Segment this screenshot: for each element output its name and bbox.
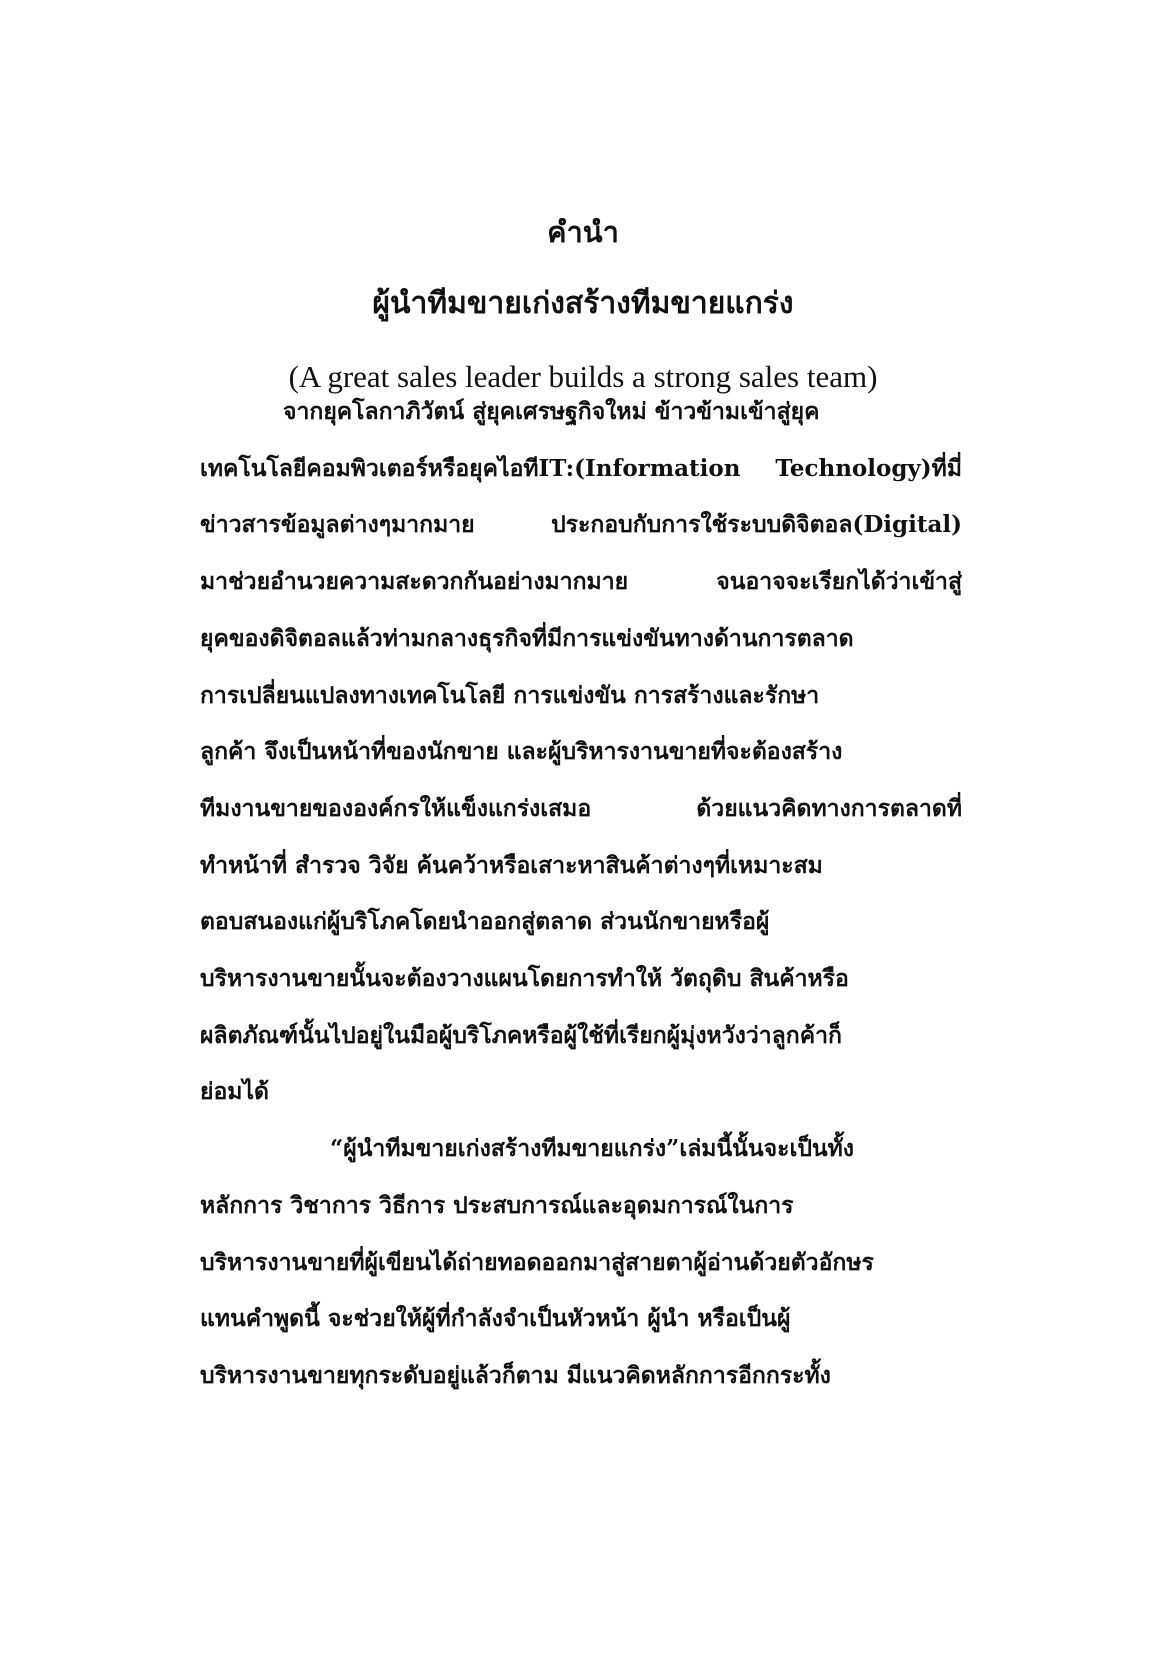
paragraph-line-rest: เล่มนี้นั้นจะเป็นทั้ง bbox=[679, 1135, 855, 1162]
paragraph-line: ตอบสนองแก่ผู้บริโภคโดยนำออกสู่ตลาด ส่วนนักขายหรือผู้ bbox=[200, 908, 770, 935]
paragraph-line: การเปลี่ยนแปลงทางเทคโนโลยี การแข่งขัน การสร้างและรักษา bbox=[200, 682, 820, 709]
intro-heading: คำนำ bbox=[547, 215, 619, 249]
paragraph-line: ข่าวสารข้อมูลต่างๆมากมาย ประกอบกับการใช้ระบบดิจิตอล(Digital) bbox=[200, 511, 962, 538]
paragraph-line: บริหารงานขายนั้นจะต้องวางแผนโดยการทำให้ วัตถุดิบ สินค้าหรือ bbox=[200, 965, 849, 992]
paragraph-line: ยุคของดิจิตอลแล้วท่ามกลางธุรกิจที่มีการแข่งขันทางด้านการตลาด bbox=[200, 625, 854, 652]
book-title: ผู้นำทีมขายเก่งสร้างทีมขายแกร่ง bbox=[372, 286, 794, 321]
paragraph-line: บริหารงานขายทุกระดับอยู่แล้วก็ตาม มีแนวคิดหลักการอีกกระทั้ง bbox=[200, 1362, 831, 1389]
quoted-book-title: “ผู้นำทีมขายเก่งสร้างทีมขายแกร่ง” bbox=[330, 1135, 680, 1162]
paragraph-line: จากยุคโลกาภิวัตน์ สู่ยุคเศรษฐกิจใหม่ ข้าวข้ามเข้าสู่ยุค bbox=[283, 398, 820, 425]
paragraph-line: แทนคำพูดนี้ จะช่วยให้ผู้ที่กำลังจำเป็นหัวหน้า ผู้นำ หรือเป็นผู้ bbox=[200, 1305, 791, 1332]
paragraph-line: ลูกค้า จึงเป็นหน้าที่ของนักขาย และผู้บริหารงานขายที่จะต้องสร้าง bbox=[200, 738, 843, 765]
paragraph-first-line bbox=[330, 1131, 854, 1167]
paragraph-line: ผลิตภัณฑ์นั้นไปอยู่ในมือผู้บริโภคหรือผู้ใช้ที่เรียกผู้มุ่งหวังว่าลูกค้าก็ bbox=[200, 1022, 842, 1049]
paragraph-line: ทำหน้าที่ สำรวจ วิจัย ค้นคว้าหรือเสาะหาสินค้าต่างๆที่เหมาะสม bbox=[200, 852, 823, 879]
paragraph-line: บริหารงานขายที่ผู้เขียนได้ถ่ายทอดออกมาสู่สายตาผู้อ่านด้วยตัวอักษร bbox=[200, 1249, 874, 1276]
book-subtitle: (A great sales leader builds a strong sales team) bbox=[288, 359, 878, 394]
paragraph-line: มาช่วยอำนวยความสะดวกกันอย่างมากมาย จนอาจจะเรียกได้ว่าเข้าสู่ bbox=[200, 568, 962, 595]
paragraph-line: เทคโนโลยีคอมพิวเตอร์หรือยุคไอทีIT:(Information Technology)ที่มี่ bbox=[200, 455, 962, 482]
paragraph-line: ทีมงานขายขององค์กรให้แข็งแกร่งเสมอ ด้วยแนวคิดทางการตลาดที่ bbox=[200, 795, 962, 822]
paragraph-line: หลักการ วิชาการ วิธีการ ประสบการณ์และอุดมการณ์ในการ bbox=[200, 1192, 794, 1219]
paragraph-line: ย่อมได้ bbox=[200, 1078, 269, 1105]
